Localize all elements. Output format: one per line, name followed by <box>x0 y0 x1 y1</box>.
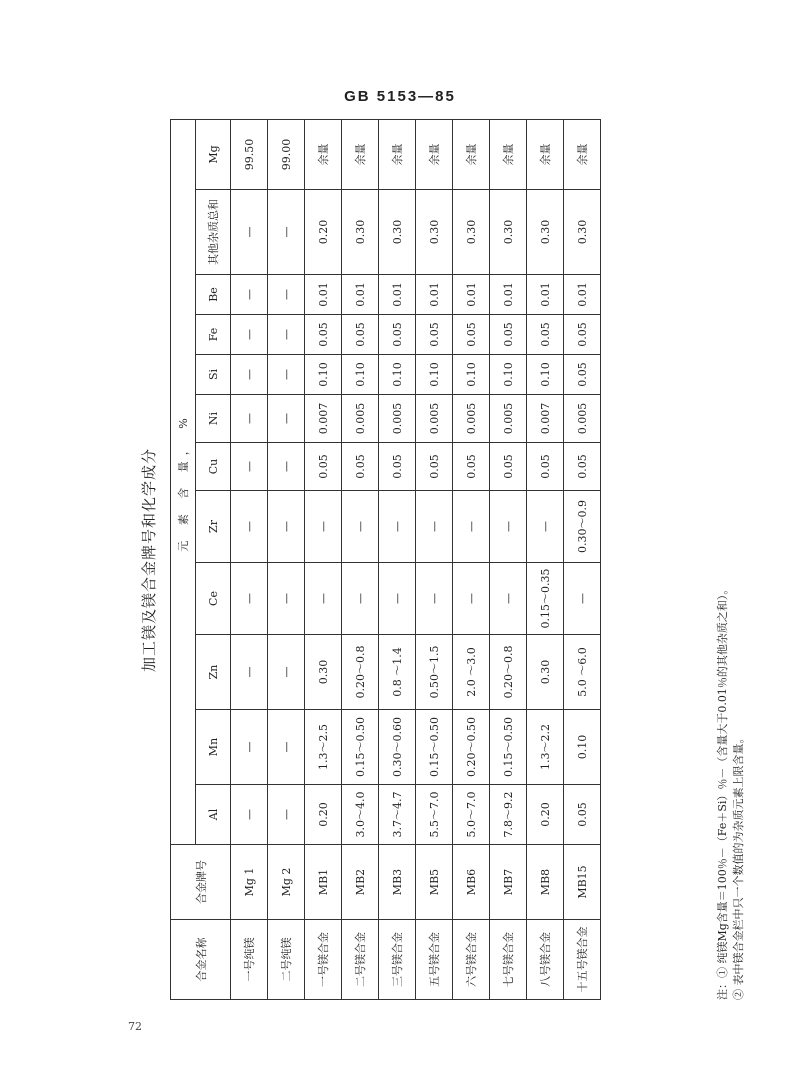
element-value-cell: — <box>231 443 268 491</box>
element-value-cell: 5.5～7.0 <box>416 785 453 845</box>
element-value-cell: — <box>268 785 305 845</box>
element-value-cell: 0.05 <box>379 443 416 491</box>
element-value-cell: 0.005 <box>453 395 490 443</box>
element-value-cell: 0.20 <box>305 190 342 275</box>
page-number: 72 <box>128 1020 142 1033</box>
element-value-cell: 0.20～0.8 <box>342 635 379 710</box>
element-value-cell: — <box>416 563 453 635</box>
element-value-cell: 0.8 ～1.4 <box>379 635 416 710</box>
element-value-cell: 0.05 <box>305 315 342 355</box>
element-value-cell: 0.30 <box>305 635 342 710</box>
element-value-cell: — <box>268 275 305 315</box>
element-value-cell: 余量 <box>305 119 342 189</box>
element-value-cell: 7.8～9.2 <box>490 785 527 845</box>
element-value-cell: 0.05 <box>490 315 527 355</box>
element-value-cell: 0.05 <box>342 315 379 355</box>
element-value-cell: — <box>231 710 268 785</box>
alloy-grade-cell: MB7 <box>490 845 527 920</box>
element-value-cell: 0.005 <box>490 395 527 443</box>
alloy-name-cell: 五号镁合金 <box>416 920 453 1000</box>
alloy-name-cell: 七号镁合金 <box>490 920 527 1000</box>
element-value-cell: — <box>305 491 342 563</box>
element-value-cell: — <box>490 563 527 635</box>
element-value-cell: — <box>268 395 305 443</box>
alloy-name-cell: 八号镁合金 <box>527 920 564 1000</box>
alloy-grade-cell: MB6 <box>453 845 490 920</box>
element-value-cell: 0.10 <box>416 355 453 395</box>
element-value-cell: — <box>231 563 268 635</box>
table-row <box>527 119 564 999</box>
element-value-cell: 0.30 <box>527 635 564 710</box>
element-value-cell: 0.30 <box>564 190 601 275</box>
element-value-cell: — <box>527 491 564 563</box>
element-value-cell: 0.20～0.8 <box>490 635 527 710</box>
element-value-cell: 0.50～1.5 <box>416 635 453 710</box>
alloy-grade-cell: MB1 <box>305 845 342 920</box>
header-element: Al <box>196 785 231 845</box>
alloy-grade-cell: MB15 <box>564 845 601 920</box>
element-value-cell: 0.10 <box>453 355 490 395</box>
element-value-cell: 0.007 <box>527 395 564 443</box>
element-value-cell: 0.15～0.35 <box>527 563 564 635</box>
alloy-grade-cell: Mg 2 <box>268 845 305 920</box>
element-value-cell: — <box>416 491 453 563</box>
element-value-cell: 0.005 <box>416 395 453 443</box>
header-element: Zn <box>196 635 231 710</box>
header-element: Ce <box>196 563 231 635</box>
element-value-cell: 0.20 <box>527 785 564 845</box>
table-row <box>231 119 268 999</box>
alloy-grade-cell: MB3 <box>379 845 416 920</box>
element-value-cell: 0.05 <box>490 443 527 491</box>
table-row <box>342 119 379 999</box>
element-value-cell: 余量 <box>416 119 453 189</box>
element-value-cell: 0.05 <box>416 315 453 355</box>
table-row <box>305 119 342 999</box>
element-value-cell: 余量 <box>379 119 416 189</box>
element-value-cell: 0.01 <box>527 275 564 315</box>
table-row <box>490 119 527 999</box>
element-value-cell: — <box>379 563 416 635</box>
table-row <box>379 119 416 999</box>
element-value-cell: 1.3～2.5 <box>305 710 342 785</box>
alloy-name-cell: 六号镁合金 <box>453 920 490 1000</box>
element-value-cell: 0.30 <box>342 190 379 275</box>
header-element: Cu <box>196 443 231 491</box>
element-value-cell: — <box>305 563 342 635</box>
element-value-cell: 5.0～7.0 <box>453 785 490 845</box>
element-value-cell: — <box>268 443 305 491</box>
element-value-cell: 0.05 <box>564 443 601 491</box>
element-value-cell: 0.10 <box>379 355 416 395</box>
header-alloy-name: 合金名称 <box>171 920 231 1000</box>
element-value-cell: 5.0 ～6.0 <box>564 635 601 710</box>
element-value-cell: 0.05 <box>416 443 453 491</box>
element-value-cell: 0.05 <box>564 355 601 395</box>
table-row <box>268 119 305 999</box>
element-value-cell: — <box>231 635 268 710</box>
element-value-cell: — <box>268 315 305 355</box>
element-value-cell: 1.3～2.2 <box>527 710 564 785</box>
table-row <box>453 119 490 999</box>
element-value-cell: 0.30～0.60 <box>379 710 416 785</box>
header-element: Mg <box>196 119 231 189</box>
alloy-grade-cell: MB8 <box>527 845 564 920</box>
element-value-cell: 0.20 <box>305 785 342 845</box>
element-value-cell: — <box>490 491 527 563</box>
element-value-cell: 0.15～0.50 <box>342 710 379 785</box>
alloy-name-cell: 十五号镁合金 <box>564 920 601 1000</box>
notes <box>715 120 747 1000</box>
element-value-cell: 0.01 <box>564 275 601 315</box>
element-value-cell: 0.30 <box>416 190 453 275</box>
element-value-cell: 0.30 <box>379 190 416 275</box>
element-value-cell: — <box>268 710 305 785</box>
element-value-cell: 0.01 <box>342 275 379 315</box>
element-value-cell: 0.10 <box>305 355 342 395</box>
element-value-cell: — <box>268 491 305 563</box>
composition-table <box>170 119 601 1000</box>
element-value-cell: 3.0～4.0 <box>342 785 379 845</box>
element-value-cell: — <box>342 491 379 563</box>
alloy-name-cell: 三号镁合金 <box>379 920 416 1000</box>
element-value-cell: 0.20～0.50 <box>453 710 490 785</box>
element-value-cell: 余量 <box>342 119 379 189</box>
element-value-cell: — <box>231 491 268 563</box>
element-value-cell: 0.05 <box>527 443 564 491</box>
table-title: 加工镁及镁合金牌号和化学成分 <box>140 448 158 673</box>
element-value-cell: 3.7～4.7 <box>379 785 416 845</box>
element-value-cell: — <box>231 395 268 443</box>
alloy-grade-cell: MB5 <box>416 845 453 920</box>
element-value-cell: 0.10 <box>527 355 564 395</box>
element-value-cell: 0.30 <box>453 190 490 275</box>
rotated-table-area <box>140 120 770 1000</box>
element-value-cell: 0.01 <box>453 275 490 315</box>
alloy-name-cell: 一号镁合金 <box>305 920 342 1000</box>
element-value-cell: 0.05 <box>342 443 379 491</box>
element-value-cell: — <box>379 491 416 563</box>
element-value-cell: 0.30 <box>527 190 564 275</box>
element-value-cell: — <box>268 635 305 710</box>
alloy-grade-cell: Mg 1 <box>231 845 268 920</box>
alloy-name-cell: 二号镁合金 <box>342 920 379 1000</box>
element-value-cell: — <box>231 785 268 845</box>
element-value-cell: — <box>453 563 490 635</box>
element-value-cell: — <box>268 563 305 635</box>
element-value-cell: 余量 <box>564 119 601 189</box>
alloy-name-cell: 一号纯镁 <box>231 920 268 1000</box>
element-value-cell: 0.005 <box>564 395 601 443</box>
element-value-cell: 0.005 <box>342 395 379 443</box>
element-value-cell: — <box>268 190 305 275</box>
header-element: Be <box>196 275 231 315</box>
element-value-cell: 0.01 <box>305 275 342 315</box>
element-value-cell: — <box>342 563 379 635</box>
header-element: Mn <box>196 710 231 785</box>
alloy-grade-cell: MB2 <box>342 845 379 920</box>
header-element: Fe <box>196 315 231 355</box>
note-1: 注：① 纯镁Mg含量＝100％－（Fe＋Si）％－（含量大于0.01％的其他杂质之和）。 <box>716 583 729 1000</box>
element-value-cell: 0.05 <box>453 443 490 491</box>
header-element: 其他杂质总和 <box>196 190 231 275</box>
element-value-cell: 0.30～0.9 <box>564 491 601 563</box>
element-value-cell: — <box>231 355 268 395</box>
table-row <box>416 119 453 999</box>
standard-header: GB 5153—85 <box>344 88 456 105</box>
element-value-cell: 0.01 <box>379 275 416 315</box>
element-value-cell: 余量 <box>453 119 490 189</box>
element-value-cell: — <box>231 190 268 275</box>
header-element: Si <box>196 355 231 395</box>
element-value-cell: 0.10 <box>564 710 601 785</box>
element-value-cell: 0.005 <box>379 395 416 443</box>
element-value-cell: 0.15～0.50 <box>416 710 453 785</box>
table-body <box>231 119 601 999</box>
element-value-cell: — <box>231 275 268 315</box>
element-value-cell: 0.05 <box>527 315 564 355</box>
element-value-cell: 99.50 <box>231 119 268 189</box>
element-value-cell: 2.0 ～3.0 <box>453 635 490 710</box>
element-value-cell: 0.30 <box>490 190 527 275</box>
element-value-cell: 余量 <box>527 119 564 189</box>
element-value-cell: 0.01 <box>416 275 453 315</box>
element-value-cell: — <box>564 563 601 635</box>
element-value-cell: 0.007 <box>305 395 342 443</box>
element-value-cell: — <box>453 491 490 563</box>
header-elements-group: 元 素 含 量， % <box>171 119 196 844</box>
element-value-cell: 0.05 <box>564 315 601 355</box>
note-2: ② 表中镁合金栏中只一个数值的为杂质元素上限含量。 <box>732 732 745 1000</box>
element-value-cell: 0.01 <box>490 275 527 315</box>
element-value-cell: 0.15～0.50 <box>490 710 527 785</box>
element-value-cell: 0.05 <box>453 315 490 355</box>
element-value-cell: 0.05 <box>305 443 342 491</box>
table-row <box>564 119 601 999</box>
header-alloy-grade: 合金牌号 <box>171 845 231 920</box>
element-value-cell: 0.10 <box>342 355 379 395</box>
header-element: Ni <box>196 395 231 443</box>
element-value-cell: — <box>268 355 305 395</box>
header-element: Zr <box>196 491 231 563</box>
alloy-name-cell: 二号纯镁 <box>268 920 305 1000</box>
element-value-cell: 99.00 <box>268 119 305 189</box>
element-value-cell: 0.05 <box>564 785 601 845</box>
element-value-cell: — <box>231 315 268 355</box>
element-value-cell: 余量 <box>490 119 527 189</box>
element-value-cell: 0.10 <box>490 355 527 395</box>
element-value-cell: 0.05 <box>379 315 416 355</box>
